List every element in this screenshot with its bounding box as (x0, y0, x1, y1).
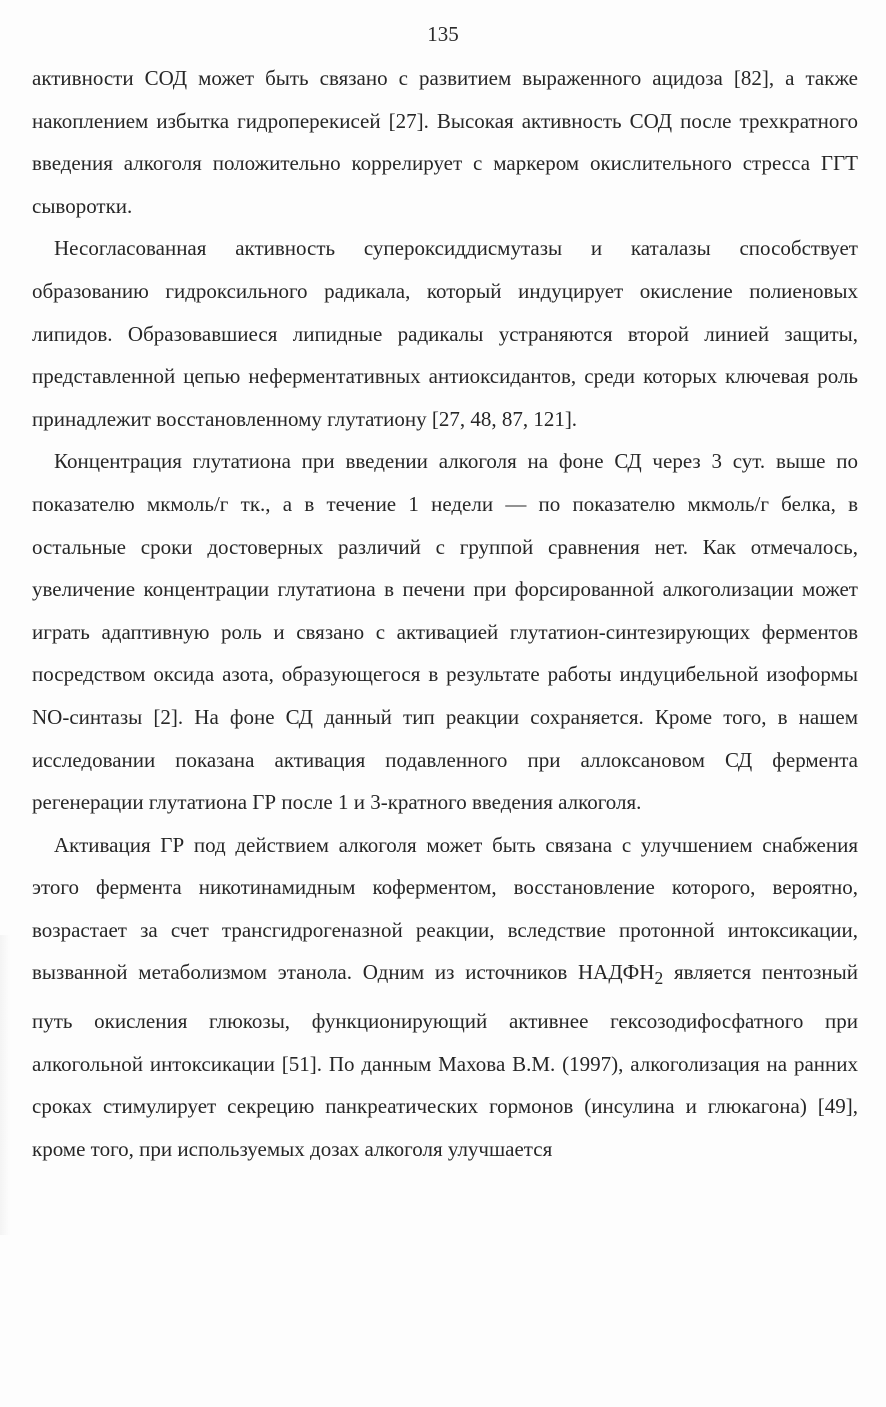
subscript-2: 2 (654, 968, 664, 989)
paragraph-4-part-2: является пентозный путь окисления глюкозы, функционирующий активнее гексозодифосфатного при алкогольной интоксикации [51]. По данным Махова В.М. (1997), алкоголизация на ранних сроках стимулирует секрецию панкреатических гормонов (инсулина и глюкагона) [49], кроме того, при используемых дозах алкоголя улучшается (32, 960, 859, 1162)
paragraph-1: активности СОД может быть связано с развитием выраженного ацидоза [82], а также накоплением избытка гидроперекисей [27]. Высокая активность СОД после трехкратного введения алкоголя положительно коррелирует с маркером окислительного стресса ГГТ сыворотки. (32, 66, 858, 218)
paragraph-3: Концентрация глутатиона при введении алкоголя на фоне СД через 3 сут. выше по показателю мкмоль/г тк., а в течение 1 недели — по показателю мкмоль/г белка, в остальные сроки достоверных различий с группой сравнения нет. Как отмечалось, увеличение концентрации глутатиона в печени при форсированной алкоголизации может играть адаптивную роль и связано с активацией глутатион-синтезирующих ферментов посредством оксида азота, образующегося в результате работы индуцибельной изоформы NO-синтазы [2]. На фоне СД данный тип реакции сохраняется. Кроме того, в нашем исследовании показана активация подавленного при аллоксановом СД фермента регенерации глутатиона ГР после 1 и 3-кратного введения алкоголя. (32, 449, 858, 815)
scan-edge-shadow (0, 935, 10, 1235)
document-body (32, 57, 858, 1171)
paragraph-2: Несогласованная активность супероксиддисмутазы и каталазы способствует образованию гидроксильного радикала, который индуцирует окисление полиеновых липидов. Образовавшиеся липидные радикалы устраняются второй линией защиты, представленной цепью неферментативных антиоксидантов, среди которых ключевая роль принадлежит восстановленному глутатиону [27, 48, 87, 121]. (32, 236, 858, 431)
paragraph-4-part-1: Активация ГР под действием алкоголя может быть связана с улучшением снабжения этого фермента никотинамидным коферментом, восстановление которого, вероятно, возрастает за счет трансгидрогеназной реакции, вследствие протонной интоксикации, вызванной метаболизмом этанола. Одним из источников НАДФН (32, 832, 858, 985)
paragraph-4 (32, 824, 858, 1171)
page-number: 135 (427, 22, 459, 46)
